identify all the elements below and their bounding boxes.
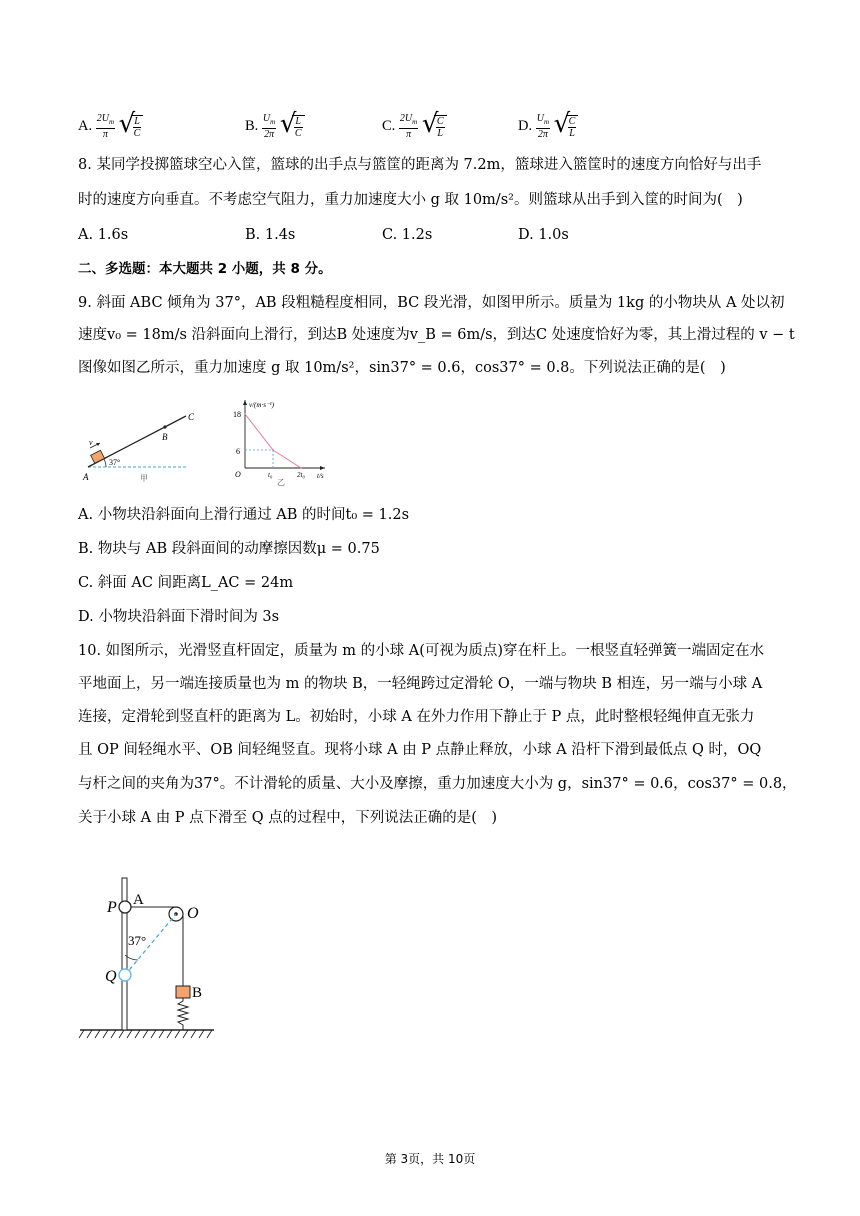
q9-line-2: 速度v₀ = 18m/s 沿斜面向上滑行，到达B 处速度为v_B = 6m/s，到达C 处速度恰好为零，其上滑过程的 v − t [78,327,795,343]
label-b: B [192,985,203,1001]
q7-option-a[interactable] [78,113,143,140]
ball-at-q [119,969,131,981]
y-tick-6: 6 [236,447,240,456]
fraction [262,113,276,140]
origin-label: O [235,470,241,479]
frac-den: π [406,129,412,140]
rad-num: √ C [568,115,576,127]
q9-option-c[interactable]: C. 斜面 AC 间距离L_AC = 24m [78,575,294,591]
option-label: D. [518,117,533,134]
angle-label: 37° [109,458,121,467]
option-label: B. [245,117,259,134]
frac-sub: m [543,118,550,126]
sqrt [283,115,305,139]
frac-num: 2U [96,113,109,124]
x-tick-t0: t₀ [268,471,273,479]
chart-marks [244,413,302,469]
rad-den: L [437,127,443,139]
frac-sub: m [412,118,418,126]
x-tick-2t0: 2t₀ [297,471,305,479]
label-a: A [83,472,89,482]
angle-arc [104,459,106,467]
data-point-1 [272,449,274,451]
q10-line-3: 连接，定滑轮到竖直杆的距离为 L。初始时，小球 A 在外力作用下静止于 P 点，此时整根轻绳伸直无张力 [78,709,755,725]
incline-figure-jia [80,410,205,485]
q8-option-a[interactable]: A. 1.6s [78,227,129,243]
q9-option-b[interactable]: B. 物块与 AB 段斜面间的动摩擦因数μ = 0.75 [78,541,380,557]
y-tick-18: 18 [233,410,241,419]
label-p: P [107,899,117,916]
q9-option-d[interactable]: D. 小物块沿斜面下滑时间为 3s [78,609,280,625]
label-v: v [89,438,93,447]
label-a: A [133,892,144,908]
q8-option-d[interactable]: D. 1.0s [518,227,569,243]
fraction [536,113,550,140]
rad-den: L [569,127,575,139]
sqrt [425,115,447,139]
spring [178,998,188,1030]
rad-den: C [133,127,141,139]
q8-line-2: 时的速度方向垂直。不考虑空气阻力，重力加速度大小 g 取 10m/s²。则篮球从出手到入筐的时间为( ) [78,192,743,208]
y-axis-label: v/(m·s⁻¹) [249,401,275,409]
figure-caption: 甲 [140,474,148,483]
angle-label: 37° [128,933,147,948]
label-c: C [188,412,195,422]
x-axis-label: t/s [317,472,324,480]
frac-sub: m [270,118,276,126]
q7-option-b[interactable] [245,113,305,140]
data-point-0 [244,413,246,415]
q10-line-5: 与杆之间的夹角为37°。不计滑轮的质量、大小及摩擦，重力加速度大小为 g，sin37° = 0.6，cos37° = 0.8， [78,776,797,792]
rad-num: √ L [295,115,301,127]
q7-option-c[interactable] [382,113,447,140]
figure-caption: 乙 [277,478,285,487]
frac-den: 2π [264,129,275,140]
q10-line-4: 且 OP 间轻绳水平、OB 间轻绳竖直。现将小球 A 由 P 点静止释放，小球 A 沿杆下滑到最低点 Q 时，OQ [78,742,762,758]
q10-line-1: 10. 如图所示，光滑竖直杆固定，质量为 m 的小球 A(可视为质点)穿在杆上。一根竖直轻弹簧一端固定在水 [78,643,765,659]
y-axis-arrow [243,400,247,405]
label-b: B [162,432,168,442]
pulley-figure [76,872,218,1044]
section-heading: 二、多选题：本大题共 2 小题，共 8 分。 [78,261,332,277]
frac-den: π [102,129,108,140]
frac-sub: m [108,118,115,126]
q8-line-1: 8. 某同学投掷篮球空心入筐，篮球的出手点与篮筐的距离为 7.2m，篮球进入篮筐时的速度方向恰好与出手 [78,157,762,173]
block [91,450,105,463]
rad-den: C [294,127,302,139]
label-q: Q [105,968,117,985]
block-b [176,986,190,998]
vt-chart-yi [225,396,335,488]
fraction [399,113,418,140]
label-o: O [187,905,199,922]
q10-line-2: 平地面上，另一端连接质量也为 m 的物块 B，一轻绳跨过定滑轮 O，一端与物块 B 相连，另一端与小球 A [78,676,763,692]
frac-num: 2U [399,113,413,124]
rad-num: √ L [134,115,140,127]
page-footer: 第 3页，共 10页 [384,1152,476,1166]
sqrt [122,115,144,139]
ball-a-at-p [119,901,131,913]
data-point-2 [300,467,302,469]
ground-hatch [79,1030,212,1038]
q10-line-6: 关于小球 A 由 P 点下滑至 Q 点的过程中，下列说法正确的是( ) [78,810,498,826]
q9-line-1: 9. 斜面 ABC 倾角为 37°，AB 段粗糙程度相同，BC 段光滑，如图甲所示。质量为 1kg 的小物块从 A 处以初 [78,295,785,311]
option-label: A. [78,117,93,134]
q8-option-c[interactable]: C. 1.2s [382,227,433,243]
q7-option-d[interactable] [518,113,578,140]
frac-num: U [536,113,544,124]
q9-line-3: 图像如图乙所示，重力加速度 g 取 10m/s²，sin37° = 0.6，cos37° = 0.8。下列说法正确的是( ) [78,360,726,376]
point-b [163,425,166,428]
fraction [96,113,115,140]
q8-option-b[interactable]: B. 1.4s [245,227,296,243]
q9-option-a[interactable]: A. 小物块沿斜面向上滑行通过 AB 的时间t₀ = 1.2s [78,507,410,523]
option-label: C. [382,117,396,134]
rad-num: √ C [436,115,444,127]
sqrt [557,115,579,139]
x-axis-arrow [320,466,325,470]
frac-num: U [262,113,271,124]
frac-den: 2π [537,129,548,140]
